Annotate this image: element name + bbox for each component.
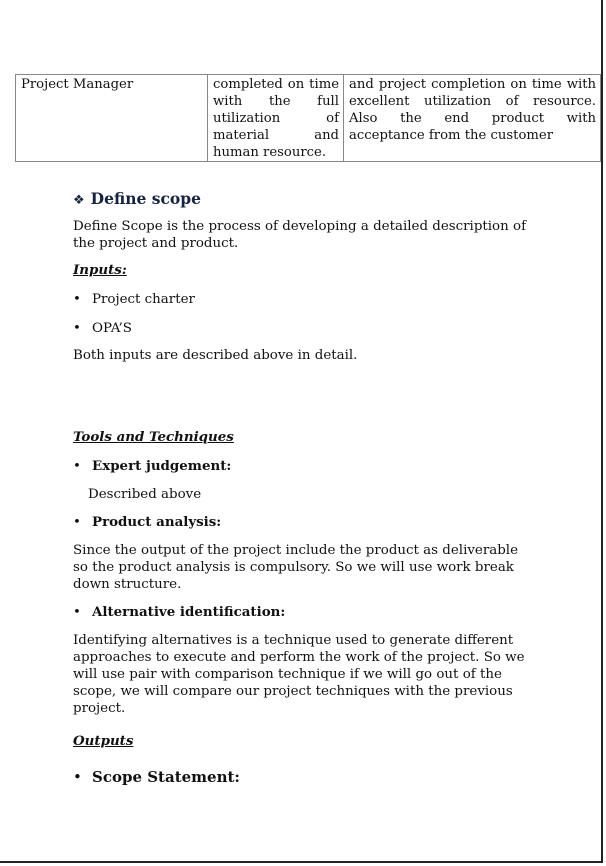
list-item (73, 320, 132, 337)
table-cell-criteria: and project completion on time with excellent utilization of resource. Also the end product with acceptance from the customer (344, 75, 601, 162)
table-row (16, 75, 601, 162)
product-analysis-text: Since the output of the project include the product as deliverable so the product analysis is compulsory. So we will use work break down structure. (73, 543, 519, 592)
define-scope-heading (73, 190, 543, 209)
bullet-dot-icon: • (73, 459, 81, 474)
bullet-dot-icon: • (73, 515, 81, 530)
list-item (73, 291, 195, 308)
list-item-label: Product analysis: (92, 514, 222, 530)
heading-text: Define scope (90, 189, 201, 208)
expert-judgement-text: Described above (88, 487, 202, 502)
list-item-label: Scope Statement: (92, 768, 240, 786)
alternative-identification-text: Identifying alternatives is a technique used to generate different approaches to execute and perform the work of the project. So we will use pair with comparison technique if we will go out of the scope, we will compare our project techniques with the previous project. (73, 633, 525, 716)
responsibility-table (15, 74, 601, 162)
bullet-dot-icon: • (73, 605, 81, 620)
list-item (73, 769, 240, 786)
table-cell-role: Project Manager (16, 75, 208, 162)
diamond-bullet-icon: ❖ (73, 193, 85, 208)
list-item-label: Alternative identification: (92, 604, 286, 620)
list-item-label: Project charter (92, 292, 195, 307)
list-item-label: OPA’S (92, 321, 132, 336)
list-item (73, 514, 221, 531)
list-item (73, 604, 285, 621)
bullet-dot-icon: • (73, 768, 82, 786)
inputs-heading: Inputs: (73, 262, 127, 278)
inputs-note: Both inputs are described above in detail. (73, 348, 358, 363)
list-item-label: Expert judgement: (92, 458, 232, 474)
tools-heading: Tools and Techniques (73, 429, 234, 445)
define-scope-description: Define Scope is the process of developing a detailed description of the project and product. (73, 219, 527, 251)
table-cell-description: completed on time with the full utilization of material and human resource. (208, 75, 344, 162)
list-item (73, 458, 231, 475)
bullet-dot-icon: • (73, 292, 81, 307)
outputs-heading: Outputs (73, 733, 134, 749)
bullet-dot-icon: • (73, 321, 81, 336)
